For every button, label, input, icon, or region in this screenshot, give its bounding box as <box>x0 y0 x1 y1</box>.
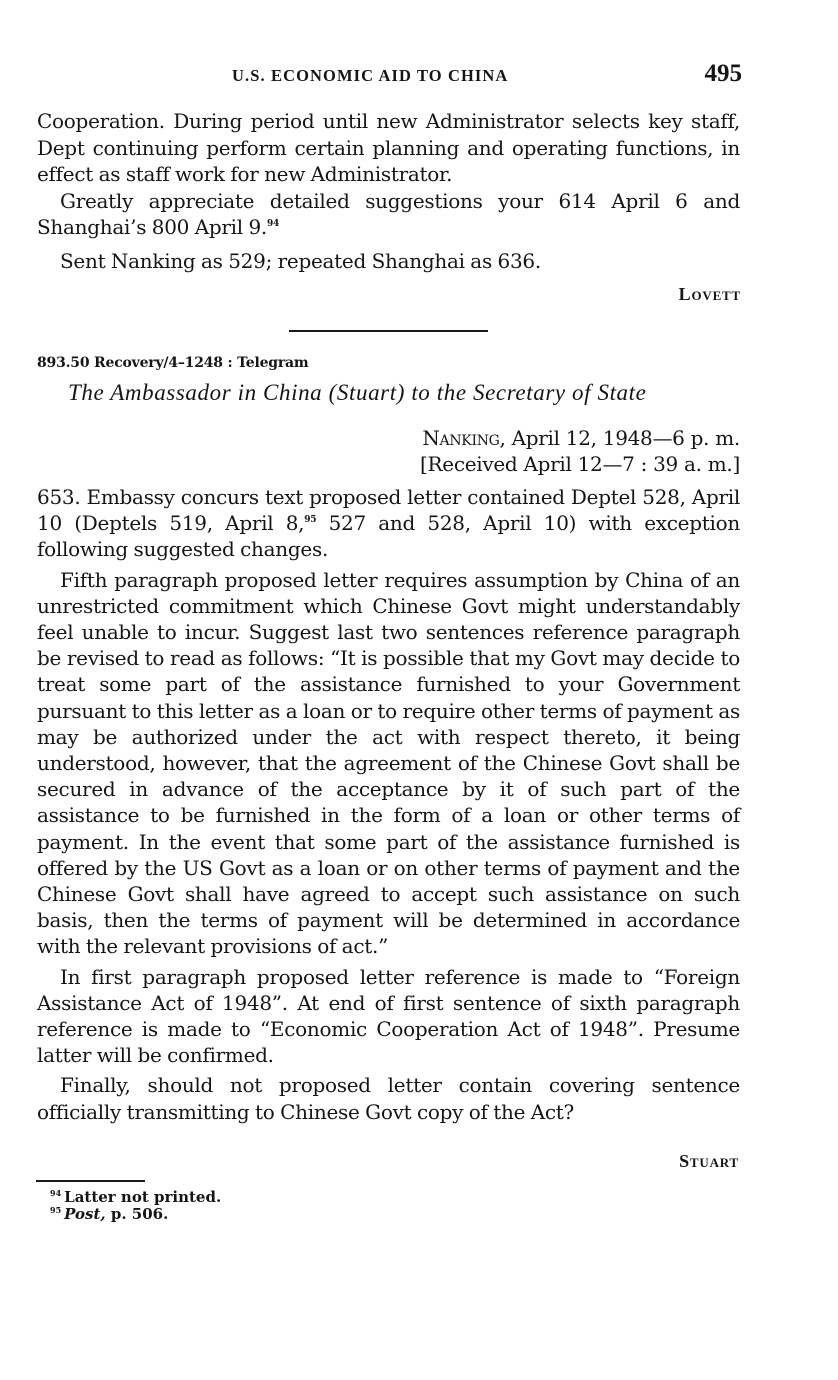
paragraph: Sent Nanking as 529; repeated Shanghai as 636. <box>60 248 541 273</box>
footnote-italic: Post, <box>64 1205 106 1223</box>
previous-document-text <box>37 108 740 274</box>
paragraph: Cooperation. During period until new Administrator selects key staff, Dept continuing perform certain planning and operating functions, in effect as staff work for new Administrator. <box>37 109 740 186</box>
received-line: [Received April 12—7 : 39 a. m.] <box>420 452 740 476</box>
running-head: U.S. ECONOMIC AID TO CHINA <box>232 66 509 85</box>
page-header <box>36 62 742 92</box>
paragraph: Finally, should not proposed letter contain covering sentence officially transmitting to Chinese Govt copy of the Act? <box>37 1073 740 1124</box>
place: Nanking <box>422 426 500 450</box>
paragraph: Fifth paragraph proposed letter requires assumption by China of an unrestricted commitment which Chinese Govt might understandably feel unable to incur. Suggest last two sentences reference paragraph be revised to read as follows: “It is possible that my Govt may decide to treat some part of the assistance furnished to your Government pursuant to this letter as a loan or to require other terms of payment as may be authorized under the act with respect thereto, it being understood, however, that the agreement of the Chinese Govt shall be secured in advance of the acceptance by it of such part of the assistance to be furnished in the form of a loan or other terms of payment. In the event that some part of the assistance furnished is offered by the US Govt as a loan or on other terms of payment and the Chinese Govt shall have agreed to accept such assistance on such basis, then the terms of payment will be determined in accordance with the relevant provisions of act.” <box>37 567 740 959</box>
footnote-text: p. 506. <box>105 1205 169 1223</box>
footnote-reference: 94 <box>267 219 279 229</box>
page-number: 495 <box>704 60 742 87</box>
signature-stuart: Stuart <box>679 1151 739 1171</box>
telegram-body <box>37 484 740 1125</box>
footnote-mark: 95 <box>50 1205 62 1215</box>
signature-lovett: Lovett <box>678 284 741 304</box>
date-time: , April 12, 1948—6 p. m. <box>499 426 740 450</box>
footnote-reference: 95 <box>304 515 317 526</box>
section-divider <box>289 330 488 332</box>
document-title: The Ambassador in China (Stuart) to the Secretary of State <box>68 380 647 405</box>
footnotes <box>50 1189 221 1223</box>
footnote-text: Latter not printed. <box>64 1188 222 1206</box>
dateline <box>422 426 740 450</box>
paragraph: In first paragraph proposed letter reference is made to “Foreign Assistance Act of 1948”. At end of first sentence of sixth paragraph reference is made to “Economic Cooperation Act of 1948”. Presume latter will be confirmed. <box>37 964 740 1068</box>
paragraph: Greatly appreciate detailed suggestions your 614 April 6 and Shanghai’s 800 April 9.94 <box>37 188 740 239</box>
footnote-95 <box>50 1206 221 1223</box>
footnote-94 <box>50 1189 221 1206</box>
footnote-rule <box>36 1180 145 1182</box>
footnote-mark: 94 <box>50 1188 62 1198</box>
file-reference: 893.50 Recovery/4–1248 : Telegram <box>37 355 309 371</box>
paragraph: 653. Embassy concurs text proposed letter contained Deptel 528, April 10 (Deptels 519, April 8,95 527 and 528, April 10) with exception following suggested changes. <box>37 485 740 562</box>
